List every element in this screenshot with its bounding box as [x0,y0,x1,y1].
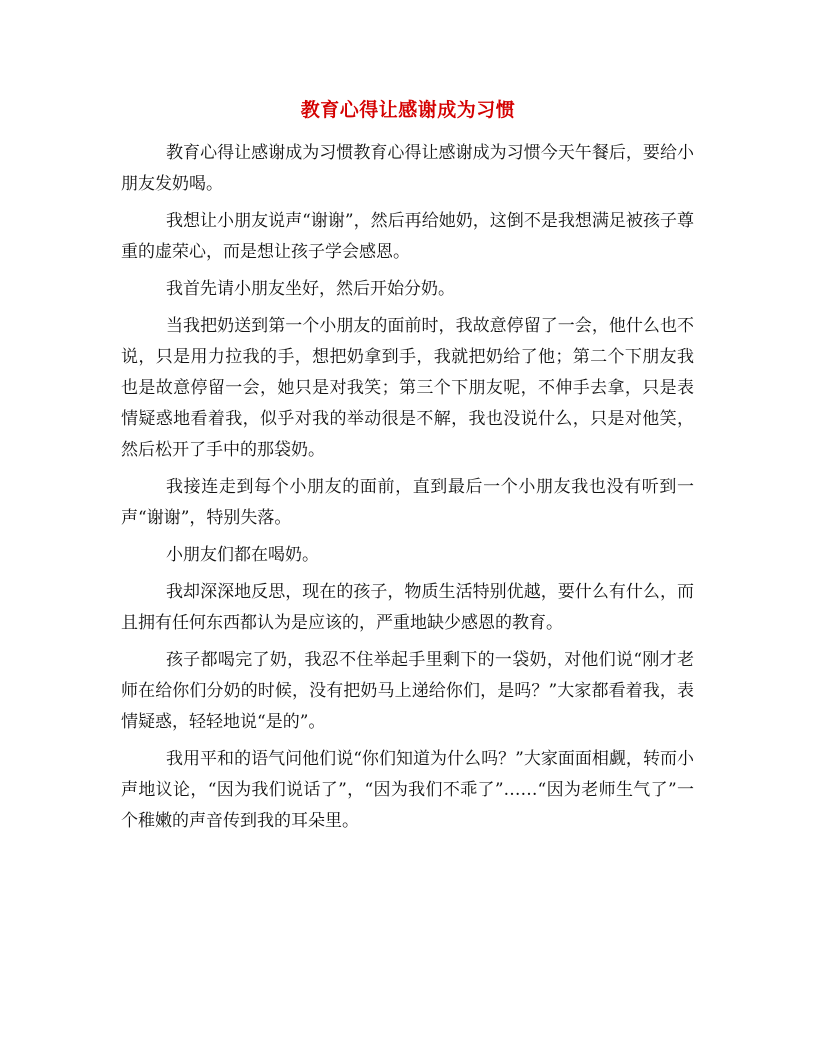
paragraph-9: 我用平和的语气问他们说“你们知道为什么吗？”大家面面相觑，转而小声地议论，“因为我们说话了”，“因为我们不乖了”……“因为老师生气了”一个稚嫩的声音传到我的耳朵里。 [121,749,694,831]
paragraph-1: 教育心得让感谢成为习惯教育心得让感谢成为习惯今天午餐后，要给小朋友发奶喝。 [121,143,694,194]
paragraph-8: 孩子都喝完了奶，我忍不住举起手里剩下的一袋奶，对他们说“刚才老师在给你们分奶的时候，没有把奶马上递给你们，是吗？”大家都看着我，表情疑惑，轻轻地说“是的”。 [121,650,694,732]
document-title: 教育心得让感谢成为习惯 [300,99,516,121]
paragraph-4: 当我把奶送到第一个小朋友的面前时，我故意停留了一会，他什么也不说，只是用力拉我的手，想把奶拿到手，我就把奶给了他；第二个下朋友我也是故意停留一会，她只是对我笑；第三个下朋友呢，不伸手去拿，只是表情疑惑地看着我，似乎对我的举动很是不解，我也没说什么，只是对他笑，然后松开了手中的那袋奶。 [121,316,694,460]
paragraph-6: 小朋友们都在喝奶。 [166,545,319,565]
document-body [121,138,694,843]
paragraph-2: 我想让小朋友说声“谢谢”，然后再给她奶，这倒不是我想满足被孩子尊重的虚荣心，而是想让孩子学会感恩。 [121,211,694,262]
paragraph-7: 我却深深地反思，现在的孩子，物质生活特别优越，要什么有什么，而且拥有任何东西都认为是应该的，严重地缺少感恩的教育。 [121,582,694,633]
paragraph-3: 我首先请小朋友坐好，然后开始分奶。 [166,279,455,299]
paragraph-5: 我接连走到每个小朋友的面前，直到最后一个小朋友我也没有听到一声“谢谢”，特别失落。 [121,477,694,528]
